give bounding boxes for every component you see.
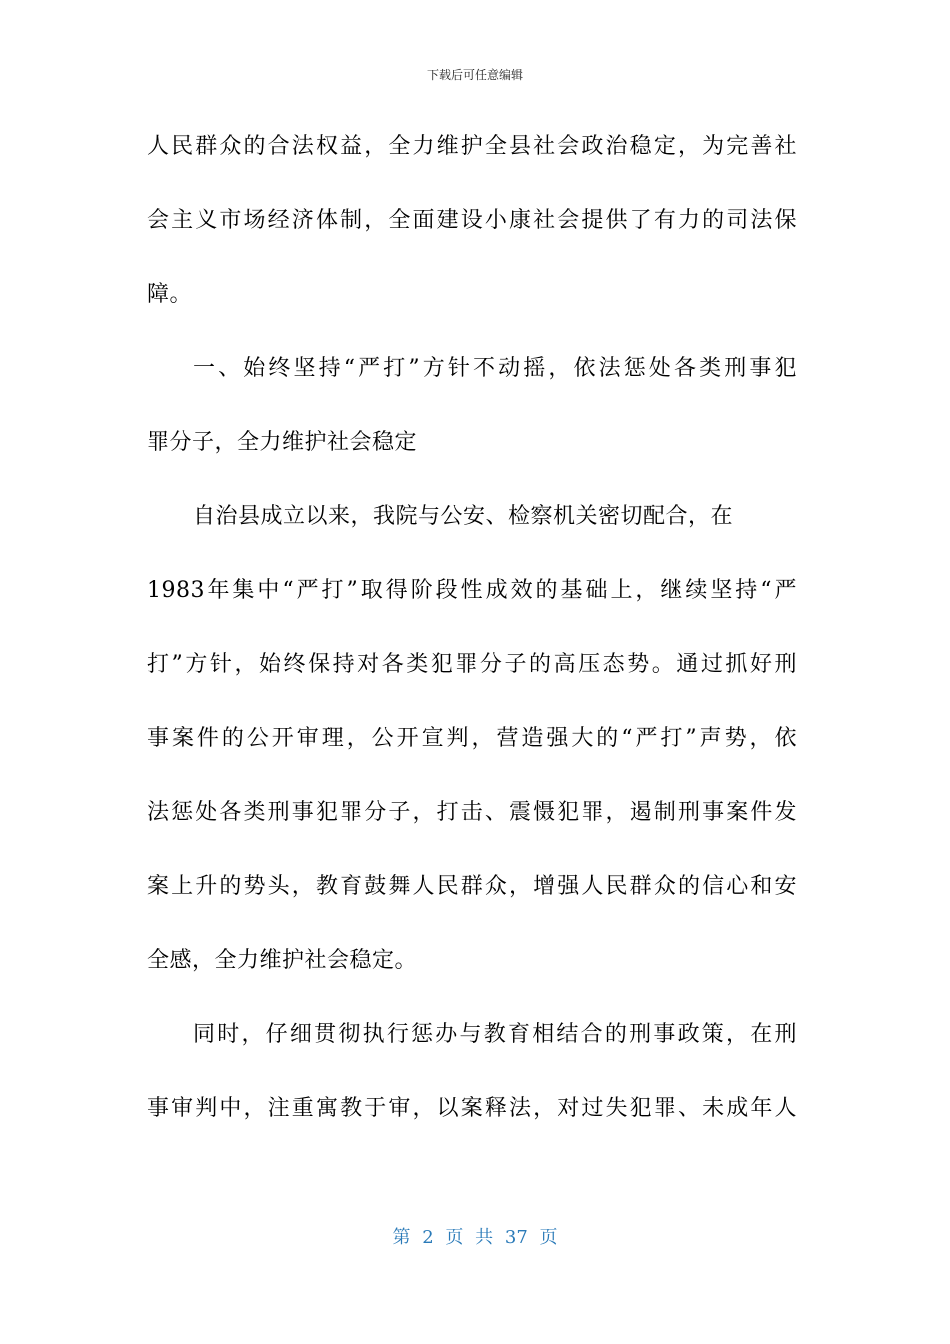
footer-label-ye-end: 页 — [539, 1227, 558, 1248]
header-text: 下载后可任意编辑 — [426, 68, 523, 82]
footer-label-gong: 共 — [475, 1227, 494, 1248]
footer-page-total: 37 — [504, 1227, 528, 1248]
text-line: 全感，全力维护社会稳定。 — [147, 948, 418, 973]
text-line: 自治县成立以来，我院与公安、检察机关密切配合，在 — [193, 504, 734, 529]
text-line: 事审判中，注重寓教于审，以案释法，对过失犯罪、未成年人 — [147, 1096, 797, 1121]
footer-label-di: 第 — [392, 1227, 411, 1248]
text-line: 会主义市场经济体制，全面建设小康社会提供了有力的司法保 — [147, 208, 797, 233]
footer-page-current: 2 — [422, 1227, 434, 1248]
text-line: 障。 — [147, 282, 193, 307]
page-header — [0, 68, 950, 82]
text-line: 同时，仔细贯彻执行惩办与教育相结合的刑事政策，在刑 — [193, 1022, 797, 1047]
text-line: 1983年集中“严打”取得阶段性成效的基础上，继续坚持“严 — [147, 578, 797, 603]
text-line: 打”方针，始终保持对各类犯罪分子的高压态势。通过抓好刑 — [147, 652, 797, 677]
page-number-footer — [0, 1226, 950, 1250]
document-body — [147, 110, 797, 1146]
footer-label-ye: 页 — [445, 1227, 464, 1248]
text-line: 人民群众的合法权益，全力维护全县社会政治稳定，为完善社 — [147, 134, 797, 159]
section-heading-line: 罪分子，全力维护社会稳定 — [147, 430, 418, 455]
text-line: 事案件的公开审理，公开宣判，营造强大的“严打”声势，依 — [147, 726, 797, 751]
section-heading-line: 一、始终坚持“严打”方针不动摇，依法惩处各类刑事犯 — [193, 356, 797, 381]
text-line: 案上升的势头，教育鼓舞人民群众，增强人民群众的信心和安 — [147, 874, 797, 899]
text-line: 法惩处各类刑事犯罪分子，打击、震慑犯罪，遏制刑事案件发 — [147, 800, 797, 825]
